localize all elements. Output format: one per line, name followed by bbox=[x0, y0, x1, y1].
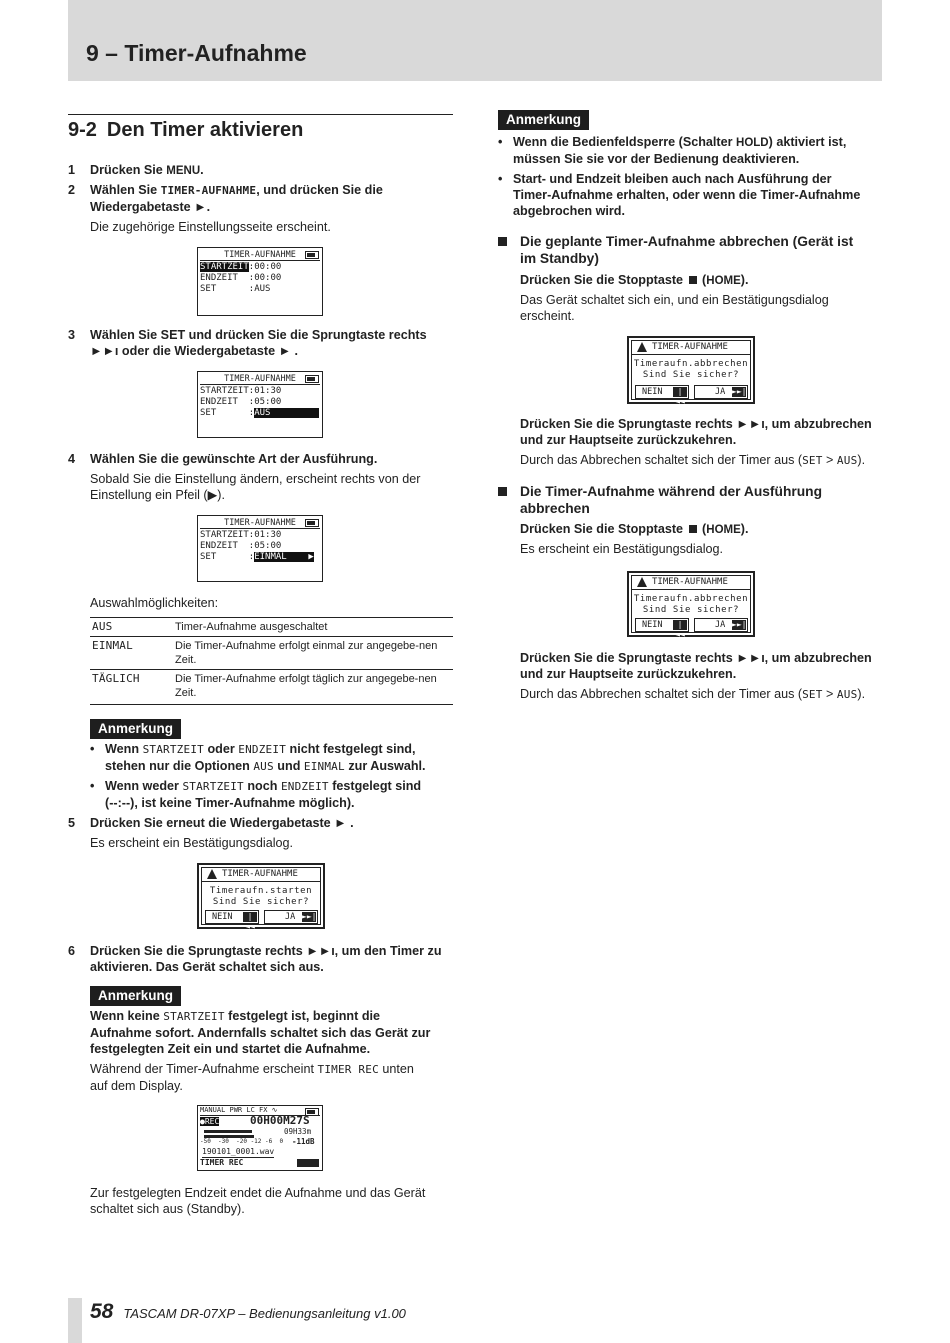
skip-buttons-icon bbox=[297, 1159, 319, 1167]
cancel-running-step: Drücken Sie die Stopptaste (HOME). bbox=[520, 522, 749, 536]
note-text: Wenn weder bbox=[105, 779, 183, 793]
rec-indicator: ●REC bbox=[200, 1117, 220, 1126]
footer-text: TASCAM DR-07XP – Bedienungsanleitung v1.00 bbox=[123, 1306, 406, 1321]
dialog-question: Sind Sie sicher? bbox=[642, 370, 740, 380]
no-label: NEIN bbox=[642, 620, 663, 630]
yes-label: JA bbox=[715, 387, 726, 397]
note-text: Wenn keine bbox=[90, 1009, 164, 1023]
note-text: Start- und Endzeit bleiben auch nach Ausführung der bbox=[513, 172, 832, 186]
note-text: Wenn die Bedienfeldsperre (Schalter bbox=[513, 135, 737, 149]
square-bullet-icon bbox=[498, 237, 507, 246]
step-text: Drücken Sie die Stopptaste bbox=[520, 522, 687, 536]
body-text: unten bbox=[378, 1062, 414, 1076]
note-text: Wenn bbox=[105, 742, 143, 756]
note-text: und bbox=[273, 759, 304, 773]
note-text: Timer-Aufnahme erhalten, oder wenn die Timer-Aufnahme bbox=[513, 188, 861, 202]
lcd-label: STARTZEIT bbox=[200, 262, 249, 272]
warning-icon bbox=[207, 869, 217, 879]
step-5-body: Es erscheint ein Bestätigungsdialog. bbox=[90, 836, 294, 850]
body-text: auf dem Display. bbox=[90, 1079, 183, 1093]
page-number: 58 bbox=[90, 1300, 114, 1323]
peak-level: -11dB bbox=[292, 1137, 315, 1146]
param-name: STARTZEIT bbox=[142, 743, 204, 756]
dialog-title: TIMER-AUFNAHME bbox=[652, 342, 728, 352]
lcd-title: TIMER-AUFNAHME bbox=[200, 518, 320, 529]
chapter-title: 9 – Timer-Aufnahme bbox=[86, 40, 307, 66]
dialog-question: Sind Sie sicher? bbox=[212, 897, 310, 907]
subsection-title: Die Timer-Aufnahme während der Ausführung bbox=[520, 484, 823, 499]
lcd-value: EINMAL ▶ bbox=[254, 552, 314, 562]
no-label: NEIN bbox=[642, 387, 663, 397]
lcd-timer-settings-2 bbox=[197, 371, 323, 438]
options-label: Auswahlmöglichkeiten: bbox=[90, 596, 219, 610]
lcd-label: ENDZEIT bbox=[200, 273, 249, 283]
note-text: Aufnahme sofort. Andernfalls schaltet sich das Gerät zur bbox=[90, 1026, 431, 1040]
step-text: . bbox=[200, 163, 204, 177]
step-number: 5 bbox=[68, 816, 76, 830]
no-button[interactable] bbox=[205, 910, 259, 931]
table-row bbox=[90, 636, 453, 670]
lcd-title: TIMER-AUFNAHME bbox=[200, 374, 320, 385]
option-key: EINMAL bbox=[92, 639, 133, 652]
key-name: HOME bbox=[706, 275, 741, 287]
confirm-dialog-cancel-1 bbox=[627, 336, 755, 404]
subsection-title: im Standby) bbox=[520, 251, 599, 266]
step-text: Drücken Sie die Sprungtaste rechts ►►ı, um abzubrechen bbox=[520, 417, 872, 431]
dialog-message: Timeraufn.abbrechen bbox=[633, 594, 749, 604]
skip-back-icon: |◄◄ bbox=[673, 620, 687, 630]
lcd-value: :05:00 bbox=[248, 541, 282, 551]
note-text: ) aktiviert ist, bbox=[768, 135, 847, 149]
param-name: EINMAL bbox=[303, 760, 345, 773]
note-text: festgelegt sind bbox=[328, 779, 422, 793]
no-button[interactable] bbox=[635, 385, 689, 406]
option-key: AUS bbox=[92, 620, 113, 633]
note-3-body bbox=[90, 1061, 414, 1094]
lcd-value: :AUS bbox=[248, 284, 271, 294]
elapsed-time: 00H00M27S bbox=[250, 1114, 310, 1127]
cancel-standby-body bbox=[520, 292, 829, 324]
lcd-timer-settings-3 bbox=[197, 515, 323, 582]
menu-key: MENU bbox=[166, 165, 201, 177]
step-number: 3 bbox=[68, 328, 76, 342]
dialog-title: TIMER-AUFNAHME bbox=[652, 577, 728, 587]
step-number: 6 bbox=[68, 944, 76, 958]
dialog-message: Timeraufn.starten bbox=[209, 886, 313, 896]
param-name: STARTZEIT bbox=[163, 1010, 225, 1023]
table-row bbox=[90, 617, 453, 637]
square-bullet-icon bbox=[498, 487, 507, 496]
note-label: Anmerkung bbox=[498, 110, 589, 130]
body-text: Durch das Abbrechen schaltet sich der Timer aus ( bbox=[520, 453, 803, 467]
body-text: Das Gerät schaltet sich ein, und ein Bestätigungsdialog bbox=[520, 293, 829, 307]
cancel-standby-confirm bbox=[520, 416, 872, 448]
meter-scale: -50 -30 -20 -12 -6 0 bbox=[200, 1138, 284, 1145]
lcd-label: SET : bbox=[200, 552, 255, 562]
step-text: Drücken Sie die Sprungtaste rechts ►►ı, um den Timer zu aktivieren. Das Gerät schaltet sich aus. bbox=[90, 944, 442, 974]
footer-bar bbox=[68, 1298, 82, 1343]
step-text: und zur Hauptseite zurückzukehren. bbox=[520, 667, 737, 681]
lcd-value: :01:30 bbox=[248, 530, 282, 540]
skip-back-icon: |◄◄ bbox=[673, 387, 687, 397]
note-text: festgelegt ist, beginnt die bbox=[224, 1009, 381, 1023]
lcd-recording-screen bbox=[197, 1105, 323, 1171]
body-text: Zur festgelegten Endzeit endet die Aufnahme und das Gerät bbox=[90, 1186, 426, 1200]
note-text: müssen Sie sie vor der Bedienung deaktivieren. bbox=[513, 152, 800, 166]
param-name: SET bbox=[802, 688, 823, 701]
confirm-dialog-start bbox=[197, 863, 325, 929]
body-text: Durch das Abbrechen schaltet sich der Timer aus ( bbox=[520, 687, 803, 701]
note-label: Anmerkung bbox=[90, 986, 181, 1006]
warning-icon bbox=[637, 577, 647, 587]
skip-forward-icon: ►►| bbox=[732, 387, 747, 396]
step-4-body: Sobald Sie die Einstellung ändern, erscheint rechts von der Einstellung ein Pfeil (▶). bbox=[90, 472, 421, 502]
body-text: > bbox=[822, 453, 837, 467]
lcd-label: STARTZEIT bbox=[200, 386, 249, 396]
subsection-title: Die geplante Timer-Aufnahme abbrechen (Gerät ist bbox=[520, 234, 854, 249]
table-row bbox=[90, 669, 453, 705]
body-text: > bbox=[822, 687, 837, 701]
step-number: 4 bbox=[68, 452, 76, 466]
yes-label: JA bbox=[285, 912, 296, 922]
lcd-value: :05:00 bbox=[248, 397, 282, 407]
section-heading: Den Timer aktivieren bbox=[106, 119, 304, 141]
body-text: schaltet sich aus (Standby). bbox=[90, 1202, 245, 1216]
param-name: AUS bbox=[253, 760, 274, 773]
cancel-running-body: Es erscheint ein Bestätigungsdialog. bbox=[520, 542, 724, 556]
yes-button[interactable] bbox=[694, 385, 748, 399]
param-name: STARTZEIT bbox=[182, 780, 244, 793]
no-label: NEIN bbox=[212, 912, 233, 922]
note-text: zur Auswahl. bbox=[344, 759, 426, 773]
skip-forward-icon: ►►| bbox=[732, 620, 747, 629]
remaining-time: 09H33m bbox=[284, 1127, 312, 1136]
dialog-question: Sind Sie sicher? bbox=[642, 605, 740, 615]
confirm-dialog-cancel-2 bbox=[627, 571, 755, 637]
dialog-message: Timeraufn.abbrechen bbox=[633, 359, 749, 369]
option-value: Die Timer-Aufnahme erfolgt einmal zur angegebe-nen Zeit. bbox=[175, 640, 438, 666]
lcd-label: ENDZEIT bbox=[200, 541, 249, 551]
note-text: stehen nur die Optionen bbox=[105, 759, 254, 773]
step-number: 1 bbox=[68, 163, 76, 177]
warning-icon bbox=[637, 342, 647, 352]
body-text: ). bbox=[857, 687, 866, 701]
param-name: AUS bbox=[836, 688, 858, 701]
body-text: Während der Timer-Aufnahme erscheint bbox=[90, 1062, 318, 1076]
step-text: Drücken Sie bbox=[90, 163, 167, 177]
yes-button[interactable] bbox=[694, 618, 748, 632]
cancel-running-result bbox=[520, 686, 865, 703]
lcd-timer-settings-1 bbox=[197, 247, 323, 316]
battery-icon bbox=[305, 251, 319, 259]
stop-icon bbox=[689, 276, 697, 284]
page-footer bbox=[90, 1300, 406, 1324]
file-name: 190101_0001.wav bbox=[202, 1147, 275, 1156]
skip-forward-icon: ►►| bbox=[302, 912, 317, 921]
cancel-standby-step: Drücken Sie die Stopptaste (HOME). bbox=[520, 273, 749, 287]
body-text: ). bbox=[857, 453, 866, 467]
step-text: , und drücken Sie die Wiedergabetaste ►. bbox=[90, 183, 383, 214]
lcd-label: ENDZEIT bbox=[200, 397, 249, 407]
body-text: erscheint. bbox=[520, 309, 575, 323]
note-text: abgebrochen wird. bbox=[513, 204, 625, 218]
lcd-value: :01:30 bbox=[248, 386, 282, 396]
step-text: Wählen Sie SET und drücken Sie die Sprungtaste rechts ►►ı oder die Wiedergabetaste ► . bbox=[90, 328, 427, 358]
note-text: noch bbox=[243, 779, 281, 793]
timer-rec-status: TIMER REC bbox=[200, 1158, 244, 1167]
param-name: ENDZEIT bbox=[238, 743, 287, 756]
yes-label: JA bbox=[715, 620, 726, 630]
yes-button[interactable] bbox=[264, 910, 318, 924]
param-name: AUS bbox=[836, 454, 858, 467]
lcd-label: STARTZEIT bbox=[200, 530, 249, 540]
end-text bbox=[90, 1185, 425, 1217]
step-text: Drücken Sie erneut die Wiedergabetaste ► . bbox=[90, 816, 354, 830]
key-name: HOME bbox=[706, 524, 741, 536]
note-text: nicht festgelegt sind, bbox=[286, 742, 416, 756]
lcd-label: SET bbox=[200, 284, 249, 294]
cancel-standby-result bbox=[520, 452, 865, 469]
param-name: SET bbox=[802, 454, 823, 467]
option-value: Die Timer-Aufnahme erfolgt täglich zur angegebe-nen Zeit. bbox=[175, 673, 437, 699]
page-header bbox=[68, 0, 882, 81]
battery-icon bbox=[305, 375, 319, 383]
step-2-body: Die zugehörige Einstellungsseite erscheint. bbox=[90, 220, 331, 234]
lcd-status-bar: MANUAL PWR LC FX ∿ bbox=[200, 1106, 320, 1116]
step-text: Wählen Sie bbox=[90, 183, 161, 197]
note-text: festgelegten Zeit ein und startet die Aufnahme. bbox=[90, 1042, 371, 1056]
step-text: Wählen Sie die gewünschte Art der Ausführung. bbox=[90, 452, 378, 466]
battery-icon bbox=[305, 519, 319, 527]
note-text: (--:--), ist keine Timer-Aufnahme möglich). bbox=[105, 796, 355, 810]
status-name: TIMER REC bbox=[317, 1063, 379, 1076]
lcd-label: SET : bbox=[200, 408, 255, 418]
lcd-value: :00:00 bbox=[248, 262, 282, 272]
menu-item: TIMER-AUFNAHME bbox=[160, 184, 257, 197]
lcd-value: :00:00 bbox=[248, 273, 282, 283]
option-key: TÄGLICH bbox=[92, 672, 140, 685]
note-label: Anmerkung bbox=[90, 719, 181, 739]
key-name: HOLD bbox=[736, 137, 769, 149]
section-title bbox=[68, 114, 453, 142]
dialog-title: TIMER-AUFNAHME bbox=[222, 869, 298, 879]
subsection-title: abbrechen bbox=[520, 501, 590, 516]
option-value: Timer-Aufnahme ausgeschaltet bbox=[175, 621, 328, 633]
lcd-value: AUS bbox=[254, 408, 320, 418]
cancel-running-confirm bbox=[520, 650, 872, 682]
no-button[interactable] bbox=[635, 618, 689, 639]
section-number: 9-2 bbox=[68, 119, 97, 141]
skip-back-icon: |◄◄ bbox=[243, 912, 257, 922]
step-text: und zur Hauptseite zurückzukehren. bbox=[520, 433, 737, 447]
stop-icon bbox=[689, 525, 697, 533]
step-number: 2 bbox=[68, 183, 76, 197]
step-text: Drücken Sie die Stopptaste bbox=[520, 273, 687, 287]
note-text: oder bbox=[203, 742, 239, 756]
lcd-title: TIMER-AUFNAHME bbox=[200, 250, 320, 261]
param-name: ENDZEIT bbox=[280, 780, 329, 793]
step-text: Drücken Sie die Sprungtaste rechts ►►ı, um abzubrechen bbox=[520, 651, 872, 665]
level-meter-l bbox=[204, 1130, 252, 1133]
